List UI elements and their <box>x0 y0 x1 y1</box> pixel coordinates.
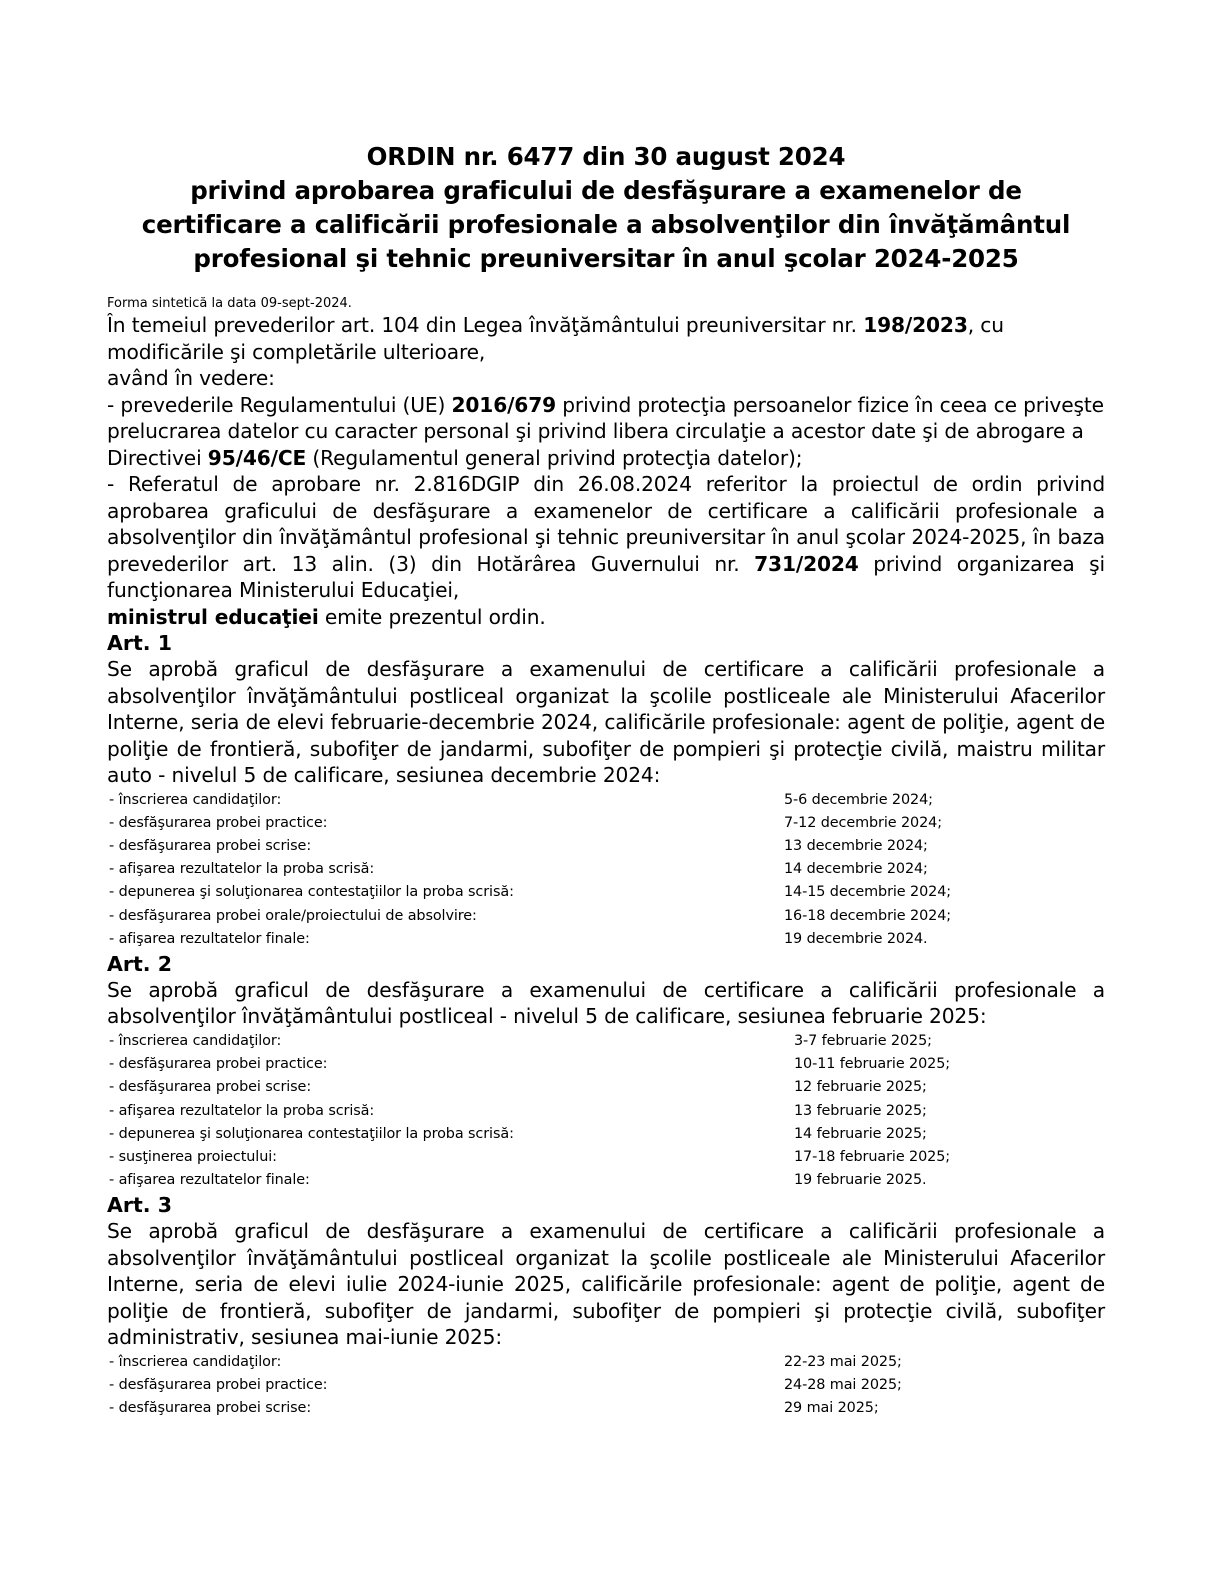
article-heading: Art. 2 <box>107 951 172 976</box>
schedule-row <box>107 928 1105 951</box>
text-span: , cu <box>967 313 1004 337</box>
schedule-date: 5-6 decembrie 2024; <box>784 791 933 808</box>
schedule-activity: - desfăşurarea probei scrise: <box>109 837 312 854</box>
document-page <box>107 140 1105 1420</box>
schedule-activity: - afişarea rezultatelor finale: <box>109 930 310 947</box>
schedule-activity: - susţinerea proiectului: <box>109 1148 277 1165</box>
schedule-list <box>107 1030 1105 1192</box>
forma-sintetica-note: Forma sintetică la data 09-sept-2024. <box>107 296 352 311</box>
schedule-list <box>107 789 1105 951</box>
schedule-date: 3-7 februarie 2025; <box>794 1032 932 1049</box>
schedule-row <box>107 812 1105 835</box>
article-heading: Art. 1 <box>107 631 172 655</box>
text-span: - prevederile Regulamentului (UE) <box>107 392 452 417</box>
article-heading: Art. 3 <box>107 1193 172 1218</box>
schedule-row <box>107 1053 1105 1076</box>
schedule-row <box>107 1146 1105 1169</box>
schedule-list <box>107 1351 1105 1421</box>
schedule-row <box>107 1100 1105 1123</box>
text-span: emite prezentul ordin. <box>318 604 546 629</box>
schedule-row <box>107 1076 1105 1099</box>
article-3 <box>107 1192 1105 1420</box>
schedule-activity: - desfăşurarea probei scrise: <box>109 1400 312 1417</box>
title-line: profesional şi tehnic preuniversitar în anul şcolar 2024-2025 <box>193 244 1019 273</box>
schedule-activity: - depunerea şi soluţionarea contestaţiilor la proba scrisă: <box>109 884 514 901</box>
title-line: certificare a calificării profesionale a absolvenţilor din învăţământul <box>141 210 1071 239</box>
schedule-activity: - desfăşurarea probei scrise: <box>109 1079 312 1096</box>
schedule-date: 13 decembrie 2024; <box>784 837 928 854</box>
schedule-date: 24-28 mai 2025; <box>784 1377 902 1394</box>
schedule-activity: - desfăşurarea probei practice: <box>109 1377 328 1394</box>
article-1 <box>107 630 1105 951</box>
schedule-date: 7-12 decembrie 2024; <box>784 814 942 831</box>
schedule-date: 19 februarie 2025. <box>794 1172 927 1189</box>
schedule-date: 19 decembrie 2024. <box>784 930 928 947</box>
schedule-activity: - înscrierea candidaţilor: <box>109 1353 282 1370</box>
schedule-activity: - afişarea rezultatelor la proba scrisă: <box>109 861 375 878</box>
schedule-date: 12 februarie 2025; <box>794 1079 927 1096</box>
law-reference: 198/2023 <box>863 313 968 337</box>
schedule-row <box>107 1030 1105 1053</box>
schedule-date: 14 februarie 2025; <box>794 1125 927 1142</box>
schedule-activity: - înscrierea candidaţilor: <box>109 791 282 808</box>
schedule-activity: - desfăşurarea probei orale/proiectului de absolvire: <box>109 907 477 924</box>
schedule-activity: - afişarea rezultatelor finale: <box>109 1172 310 1189</box>
schedule-activity: - desfăşurarea probei practice: <box>109 1056 328 1073</box>
schedule-activity: - depunerea şi soluţionarea contestaţiilor la proba scrisă: <box>109 1125 514 1142</box>
schedule-date: 14 decembrie 2024; <box>784 861 928 878</box>
article-text: Se aprobă graficul de desfăşurare a examenului de certificare a calificării profesionale a absolvenţilor învăţământului postliceal - nivelul 5 de calificare, sesiunea februarie 2025: <box>107 977 1105 1029</box>
schedule-date: 10-11 februarie 2025; <box>794 1056 951 1073</box>
document-title <box>97 140 1115 276</box>
schedule-row <box>107 1169 1105 1192</box>
schedule-activity: - înscrierea candidaţilor: <box>109 1032 282 1049</box>
preamble-referat <box>107 471 1105 604</box>
text-span: privind organizarea şi funcţionarea Ministerului Educaţiei, <box>107 551 1105 602</box>
schedule-row <box>107 1374 1105 1397</box>
article-2 <box>107 951 1105 1192</box>
regulation-reference: 2016/679 <box>451 392 556 417</box>
schedule-activity: - afişarea rezultatelor la proba scrisă: <box>109 1102 375 1119</box>
article-text: Se aprobă graficul de desfăşurare a examenului de certificare a calificării profesionale a absolvenţilor învăţământului postliceal organizat la şcolile postliceale ale Ministerului Afacerilor Interne, seria de elevi iulie 2024-iunie 2025, calificările profesionale: agent de poliţie, agent de poliţie de frontieră, subofiţer de jandarmi, subofiţer de pompieri şi protecţie civilă, subofiţer administrativ, sesiunea mai-iunie 2025: <box>107 1219 1105 1350</box>
schedule-row <box>107 789 1105 812</box>
text-span: (Regulamentul general privind protecţia datelor); <box>306 445 803 470</box>
schedule-date: 22-23 mai 2025; <box>784 1353 902 1370</box>
preamble-considering: având în vedere: <box>107 366 275 390</box>
schedule-date: 14-15 decembrie 2024; <box>784 884 952 901</box>
schedule-date: 17-18 februarie 2025; <box>794 1148 951 1165</box>
preamble <box>107 312 1105 630</box>
preamble-legal-basis <box>107 312 1105 339</box>
text-span: privind protecţia persoanelor fizice în ceea ce priveşte prelucrarea datelor cu caracter personal şi privind libera circulaţie a acestor date şi de abrogare a Directivei <box>107 392 1104 470</box>
schedule-activity: - desfăşurarea probei practice: <box>109 814 328 831</box>
preamble-legal-basis-cont: modificările şi completările ulterioare, <box>107 339 486 364</box>
preamble-gdpr <box>107 392 1105 472</box>
schedule-row <box>107 905 1105 928</box>
schedule-row <box>107 835 1105 858</box>
preamble-issuer <box>107 604 1105 631</box>
schedule-row <box>107 858 1105 881</box>
text-span: - Referatul de aprobare nr. 2.816DGIP din 26.08.2024 referitor la proiectul de ordin privind aprobarea graficului de desfăşurare a examenelor de certificare a calificării profesionale a absolvenţilor din învăţământul profesional şi tehnic preuniversitar în anul şcolar 2024-2025, în baza prevederilor art. 13 alin. (3) din Hotărârea Guvernului nr. <box>107 472 1105 576</box>
issuer-title: ministrul educaţiei <box>107 604 319 629</box>
schedule-row <box>107 1351 1105 1374</box>
schedule-row <box>107 881 1105 904</box>
schedule-row <box>107 1397 1105 1420</box>
title-line: ORDIN nr. 6477 din 30 august 2024 <box>366 142 846 171</box>
text-span: În temeiul prevederilor art. 104 din Legea învăţământului preuniversitar nr. <box>107 313 864 337</box>
article-text: Se aprobă graficul de desfăşurare a examenului de certificare a calificării profesionale a absolvenţilor învăţământului postliceal organizat la şcolile postliceale ale Ministerului Afacerilor Interne, seria de elevi februarie-decembrie 2024, calificările profesionale: agent de poliţie, agent de poliţie de frontieră, subofiţer de jandarmi, subofiţer de pompieri şi protecţie civilă, maistru militar auto - nivelul 5 de calificare, sesiunea decembrie 2024: <box>107 657 1105 787</box>
schedule-date: 29 mai 2025; <box>784 1400 879 1417</box>
title-line: privind aprobarea graficului de desfăşurare a examenelor de <box>190 176 1022 205</box>
schedule-date: 13 februarie 2025; <box>794 1102 927 1119</box>
directive-reference: 95/46/CE <box>207 445 307 470</box>
hg-reference: 731/2024 <box>754 551 859 576</box>
schedule-row <box>107 1123 1105 1146</box>
schedule-date: 16-18 decembrie 2024; <box>784 907 952 924</box>
